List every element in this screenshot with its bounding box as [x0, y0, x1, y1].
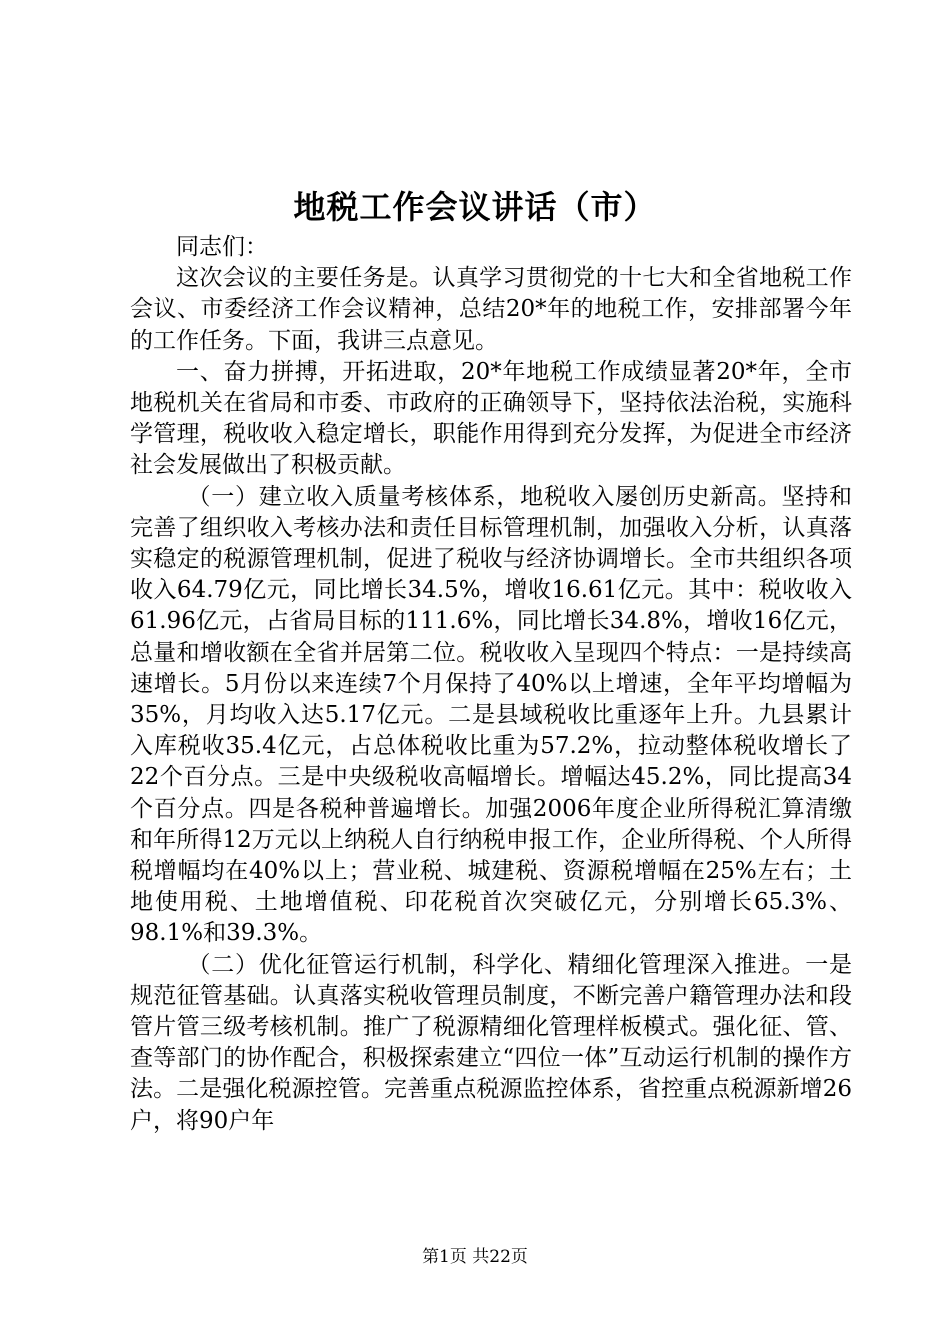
paragraph-subsection-two: （二）优化征管运行机制，科学化、精细化管理深入推进。一是规范征管基础。认真落实税收管理员制度，不断完善户籍管理办法和段管片管三级考核机制。推广了税源精细化管理样板模式。强化征、管、查等部门的协作配合，积极探索建立“四位一体”互动运行机制的操作方法。二是强化税源控管。完善重点税源监控体系，省控重点税源新增26户，将90户年: [130, 951, 852, 1134]
document-body: [130, 232, 852, 1137]
paragraph-subsection-one: （一）建立收入质量考核体系，地税收入屡创历史新高。坚持和完善了组织收入考核办法和责任目标管理机制，加强收入分析，认真落实稳定的税源管理机制，促进了税收与经济协调增长。全市共组织各项收入64.79亿元，同比增长34.5%，增收16.61亿元。其中：税收收入61.96亿元，占省局目标的111.6%，同比增长34.8%，增收16亿元，总量和增收额在全省并居第二位。税收收入呈现四个特点：一是持续高速增长。5月份以来连续7个月保持了40%以上增速，全年平均增幅为35%，月均收入达5.17亿元。二是县域税收比重逐年上升。九县累计入库税收35.4亿元，占总体税收比重为57.2%，拉动整体税收增长了22个百分点。三是中央级税收高幅增长。增幅达45.2%，同比提高34个百分点。四是各税种普遍增长。加强2006年度企业所得税汇算清缴和年所得12万元以上纳税人自行纳税申报工作，企业所得税、个人所得税增幅均在40%以上；营业税、城建税、资源税增幅在25%左右；土地使用税、土地增值税、印花税首次突破亿元，分别增长65.3%、98.1%和39.3%。: [130, 483, 852, 947]
page-number-footer: 第1页 共22页: [422, 1247, 528, 1267]
document-title: 地税工作会议讲话（市）: [293, 188, 657, 226]
paragraph-section-one: 一、奋力拼搏，开拓进取，20*年地税工作成绩显著20*年，全市地税机关在省局和市委、市政府的正确领导下，坚持依法治税，实施科学管理，税收收入稳定增长，职能作用得到充分发挥，为促进全市经济社会发展做出了积极贡献。: [130, 358, 852, 479]
greeting: 同志们：: [176, 234, 268, 260]
paragraph-intro: 这次会议的主要任务是。认真学习贯彻党的十七大和全省地税工作会议、市委经济工作会议精神，总结20*年的地税工作，安排部署今年的工作任务。下面，我讲三点意见。: [130, 265, 852, 354]
